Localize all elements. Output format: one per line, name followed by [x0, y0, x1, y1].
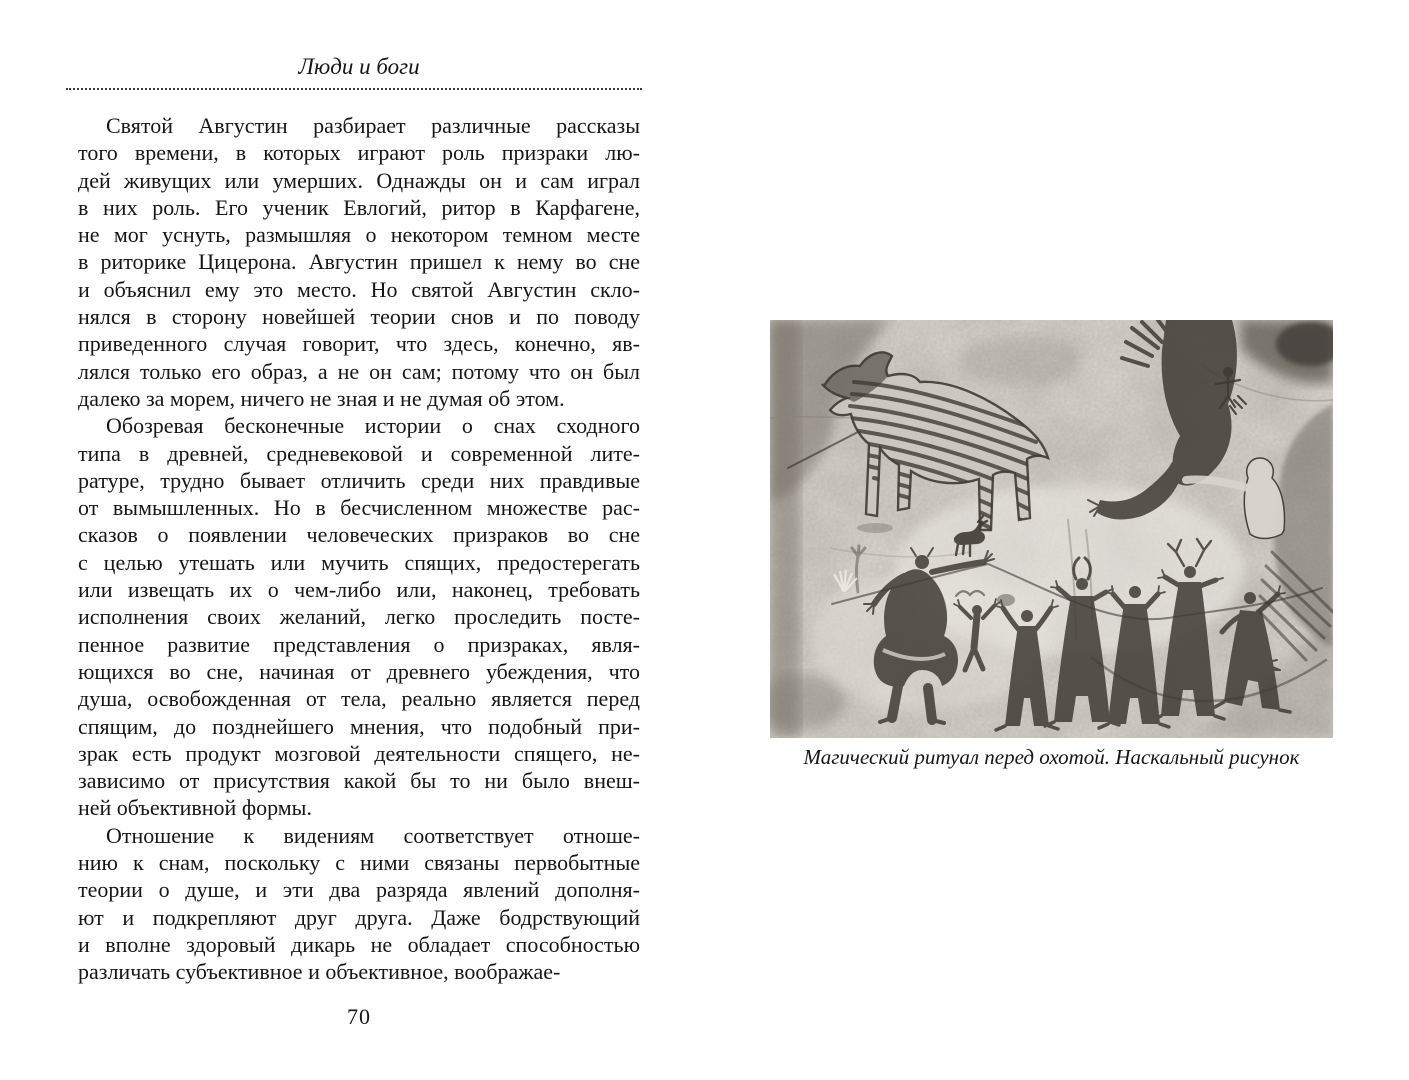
text-line: сказов о появлении человеческих призраков во сне	[78, 522, 640, 548]
paragraph	[78, 412, 640, 821]
page-number: 70	[347, 1004, 371, 1029]
text-line: в риторике Цицерона. Августин пришел к нему во сне	[78, 249, 640, 275]
text-line: зрак есть продукт мозговой деятельности спящего, не-	[78, 740, 640, 766]
text-line: пенное развитие представления о призраках, явля-	[78, 631, 640, 657]
text-line: дей живущих или умерших. Однажды он и сам играл	[78, 167, 640, 193]
running-header-title: Люди и боги	[298, 54, 420, 79]
text-line: зависимо от присутствия какой бы то ни было внеш-	[78, 768, 640, 794]
text-line: нялся в сторону новейшей теории снов и по поводу	[78, 304, 640, 330]
text-line: далеко за морем, ничего не зная и не думая об этом.	[78, 385, 565, 411]
rock-painting-illustration	[770, 320, 1333, 738]
text-line: и вполне здоровый дикарь не обладает способностью	[78, 931, 640, 957]
text-line: Отношение к видениям соответствует отноше-	[106, 822, 640, 848]
running-header	[78, 54, 640, 80]
text-line: или извещать их о чем-либо или, наконец, требовать	[78, 577, 640, 603]
text-line: исполнения своих желаний, легко проследить посте-	[78, 604, 640, 630]
text-line: ющихся во сне, начиная от древнего убеждения, что	[78, 658, 640, 684]
header-dotted-rule	[66, 78, 642, 90]
text-line: лялся только его образ, а не он сам; потому что он был	[78, 358, 640, 384]
figure-image	[770, 320, 1333, 738]
text-line: Святой Августин разбирает различные рассказы	[106, 113, 640, 138]
text-line: ратуре, трудно бывает отличить среди них правдивые	[78, 467, 640, 493]
text-line: спящим, до позднейшего мнения, что подобный при-	[78, 713, 640, 739]
text-line: различать субъективное и объективное, воображае-	[78, 959, 561, 985]
text-line: типа в древней, средневековой и современной лите-	[78, 440, 640, 466]
text-line: Обозревая бесконечные истории о снах сходного	[106, 413, 640, 439]
text-line: от вымышленных. Но в бесчисленном множестве рас-	[78, 495, 640, 521]
text-line: ней объективной формы.	[78, 795, 312, 821]
text-line: не мог уснуть, размышляя о некотором темном месте	[78, 222, 640, 248]
paragraph	[78, 112, 640, 412]
text-line: душа, освобожденная от тела, реально является перед	[78, 686, 640, 712]
text-line: ют и подкрепляют друг друга. Даже бодрствующий	[78, 904, 640, 930]
paragraph	[78, 822, 640, 986]
text-line: приведенного случая говорит, что здесь, конечно, яв-	[78, 331, 640, 357]
text-line: с целью утешать или мучить спящих, предостерегать	[78, 549, 640, 575]
text-line: теории о душе, и эти два разряда явлений дополня-	[78, 877, 640, 903]
text-line: того времени, в которых играют роль призраки лю-	[78, 140, 640, 166]
text-line: нию к снам, поскольку с ними связаны первобытные	[78, 850, 640, 876]
text-line: в них роль. Его ученик Евлогий, ритор в Карфагене,	[78, 194, 640, 220]
figure-caption: Магический ритуал перед охотой. Наскальный рисунок	[803, 745, 1300, 769]
body-text	[78, 112, 640, 986]
text-line: и объяснил ему это место. Но святой Августин скло-	[78, 276, 640, 302]
